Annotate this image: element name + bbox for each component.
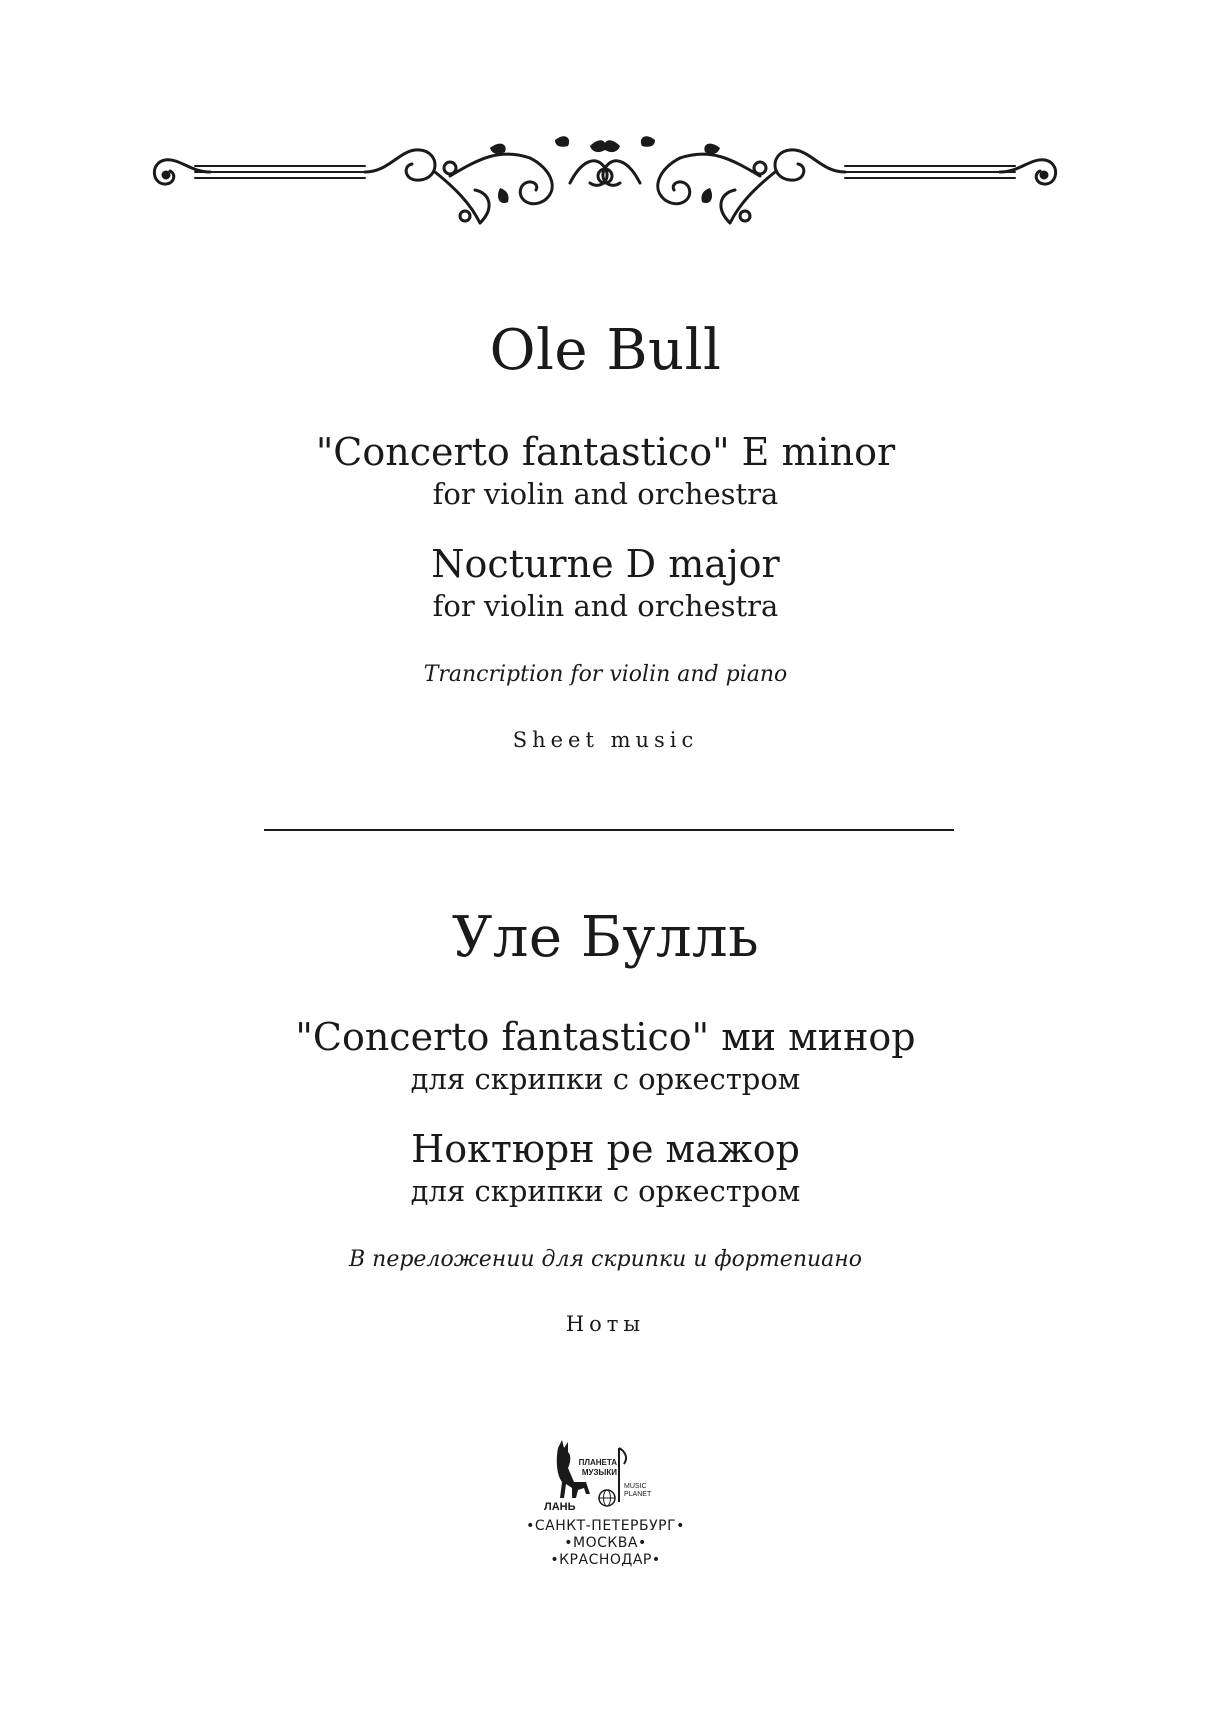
section-divider [264, 829, 954, 831]
publisher-city-3: •КРАСНОДАР• [550, 1552, 661, 1568]
work1-title-en: "Concerto fantastico" E minor [315, 430, 896, 474]
kind-ru: Ноты [565, 1312, 646, 1336]
transcription-en: Trancription for violin and piano [423, 662, 788, 687]
logo-right-bottom: PLANET [624, 1491, 652, 1498]
work2-subtitle-en: for violin and orchestra [432, 589, 779, 623]
logo-left-bottom: МУЗЫКИ [581, 1468, 617, 1477]
logo-brand: ЛАНЬ [544, 1501, 576, 1513]
transcription-ru: В переложении для скрипки и фортепиано [348, 1247, 863, 1272]
ornament-flourish-icon [150, 128, 1060, 238]
work2-title-ru: Ноктюрн ре мажор [411, 1127, 800, 1171]
work2-title-en: Nocturne D major [431, 542, 780, 586]
publisher-logo-icon [540, 1438, 680, 1516]
work1-subtitle-en: for violin and orchestra [432, 477, 779, 511]
logo-left-top: ПЛАНЕТА [578, 1458, 617, 1467]
work1-subtitle-ru: для скрипки с оркестром [410, 1062, 801, 1096]
publisher-city-2: •МОСКВА• [564, 1535, 647, 1551]
kind-en: Sheet music [512, 728, 699, 752]
publisher-city-1: •САНКТ-ПЕТЕРБУРГ• [526, 1518, 685, 1534]
work1-title-ru: "Concerto fantastico" ми минор [295, 1015, 916, 1059]
logo-right-top: MUSIC [624, 1483, 647, 1490]
composer-name-en: Ole Bull [489, 318, 722, 383]
work2-subtitle-ru: для скрипки с оркестром [410, 1174, 801, 1208]
composer-name-ru: Уле Булль [451, 905, 760, 970]
